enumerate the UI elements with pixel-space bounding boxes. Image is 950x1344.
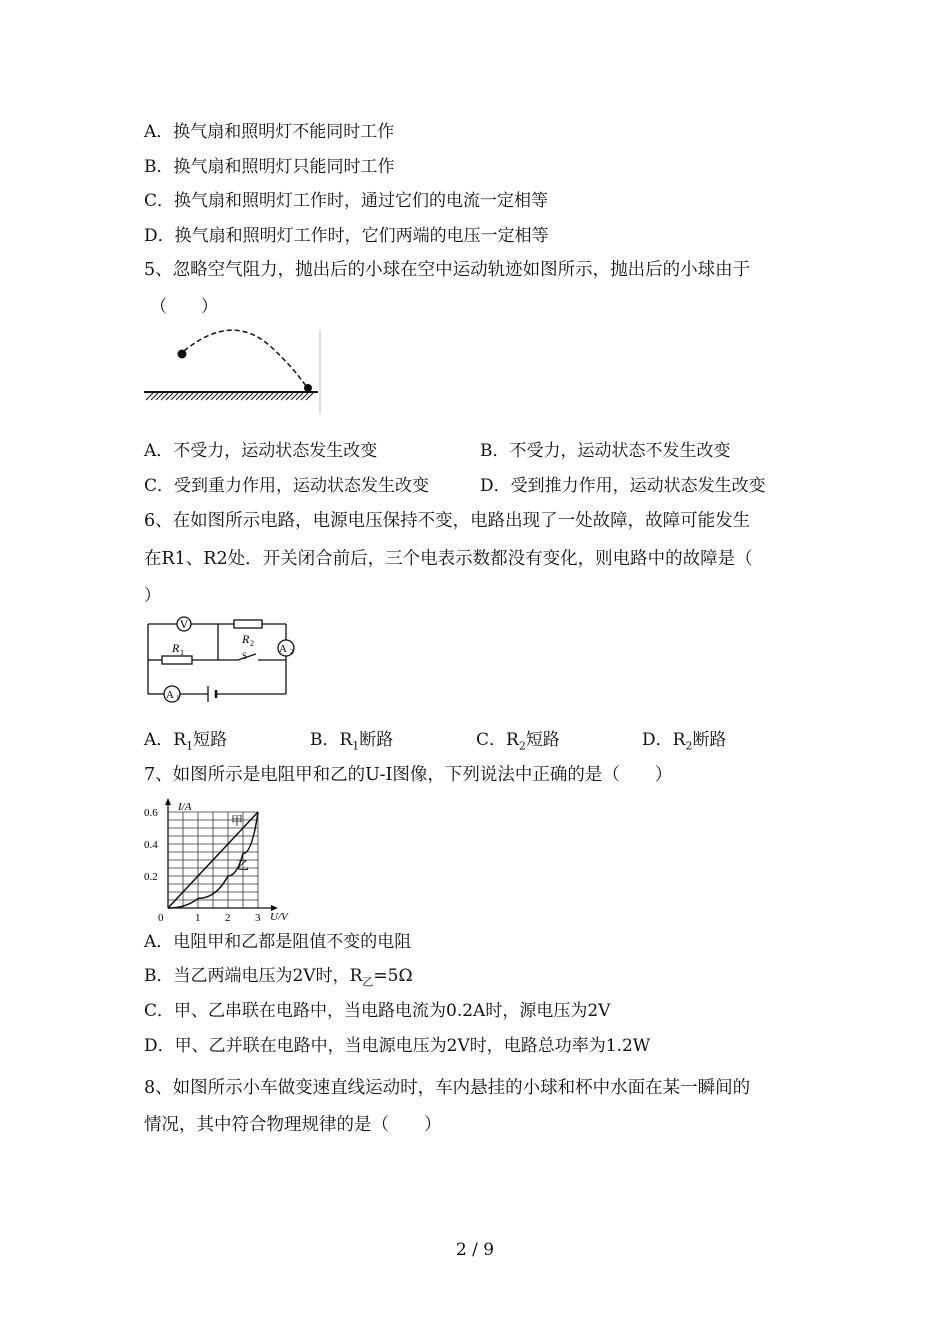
ammeter-a1-sub: 1	[176, 694, 180, 702]
r2-label: R	[242, 632, 250, 646]
q6-option-d-sub: 2	[685, 739, 693, 753]
q8-stem-line2: 情况，其中符合物理规律的是（ ）	[144, 1115, 442, 1135]
r2-label-sub: 2	[250, 639, 254, 648]
r1-label: R	[172, 641, 180, 655]
q7-stem: 7、如图所示是电阻甲和乙的U-I图像，下列说法中正确的是（ ）	[144, 765, 673, 785]
q7-option-b-post: =5Ω	[373, 966, 413, 986]
q5-paren: （ ）	[150, 297, 218, 317]
x-tick-label: 3	[255, 912, 261, 922]
q4-option-b: B．换气扇和照明灯只能同时工作	[144, 157, 395, 177]
r2-resistor	[234, 620, 262, 628]
ball-end	[304, 384, 312, 392]
q6-option-a-prefix: A．R	[144, 730, 187, 750]
ammeter-a2-label: A	[279, 643, 287, 655]
series-label-jia: 甲	[231, 813, 244, 828]
q5-option-b: B．不受力，运动状态不发生改变	[480, 441, 731, 461]
q4-option-a: A．换气扇和照明灯不能同时工作	[144, 122, 395, 142]
q6-option-a-sub: 1	[186, 739, 194, 753]
y-tick-label: 0.2	[144, 871, 158, 883]
q6-stem-line1: 6、在如图所示电路，电源电压保持不变，电路出现了一处故障，故障可能发生	[144, 511, 751, 531]
trajectory	[184, 330, 306, 386]
y-tick-label: 0.6	[144, 807, 158, 819]
q6-option-b-sub: 1	[352, 739, 360, 753]
ui-graph	[140, 796, 300, 922]
q4-option-c: C．换气扇和照明灯工作时，通过它们的电流一定相等	[144, 191, 549, 211]
projectile-figure	[140, 328, 325, 418]
q8-stem-line1: 8、如图所示小车做变速直线运动时，车内悬挂的小球和杯中水面在某一瞬间的	[144, 1078, 751, 1098]
x-axis-label: U/V	[270, 911, 288, 922]
q7-option-d: D．甲、乙并联在电路中，当电源电压为2V时，电路总功率为1.2W	[144, 1036, 651, 1056]
series-label-yi: 乙	[237, 858, 250, 873]
q5-stem: 5、忽略空气阻力，抛出后的小球在空中运动轨迹如图所示，抛出后的小球由于	[144, 260, 751, 280]
r1-resistor	[162, 656, 192, 664]
q6-stem-line2: 在R1、R2处．开关闭合前后，三个电表示数都没有变化，则电路中的故障是（	[144, 549, 753, 569]
q5-option-c: C．受到重力作用，运动状态发生改变	[144, 476, 430, 496]
q7-option-b-sub: 乙	[362, 975, 374, 989]
q6-option-c-prefix: C．R	[476, 730, 519, 750]
q7-option-b-pre: B．当乙两端电压为2V时，R	[144, 966, 363, 986]
q6-option-b-prefix: B．R	[310, 730, 353, 750]
page-number: 2 / 9	[455, 1240, 495, 1260]
y-axis-label: I/A	[178, 801, 192, 813]
x-tick-label: 2	[225, 912, 231, 922]
x-tick-label: 1	[195, 912, 201, 922]
voltmeter-label: V	[179, 617, 189, 631]
q6-option-c-text: 短路	[525, 730, 560, 750]
q6-option-a	[144, 729, 227, 757]
ammeter-a1-label: A	[166, 689, 174, 701]
q4-option-d: D．换气扇和照明灯工作时，它们两端的电压一定相等	[144, 226, 549, 246]
q6-option-c-sub: 2	[518, 739, 526, 753]
switch-label: S	[242, 651, 248, 661]
q7-option-c: C．甲、乙串联在电路中，当电路电流为0.2A时，源电压为2V	[144, 1001, 611, 1021]
q5-option-a: A．不受力，运动状态发生改变	[144, 441, 378, 461]
q7-option-b	[144, 965, 413, 993]
y-axis-arrow	[165, 798, 171, 805]
q6-option-a-text: 短路	[193, 730, 228, 750]
q6-option-d	[642, 729, 726, 757]
r1-label-sub: 1	[180, 648, 184, 657]
q6-option-b	[310, 729, 393, 757]
y-tick-label: 0.4	[144, 839, 158, 851]
q6-option-d-text: 断路	[692, 730, 727, 750]
ground-hatch	[146, 393, 313, 400]
q6-option-d-prefix: D．R	[642, 730, 686, 750]
q6-option-c	[476, 729, 560, 757]
q6-stem-line3: ）	[144, 586, 161, 606]
circuit-figure	[140, 612, 300, 712]
ammeter-a2-sub: 2	[290, 648, 294, 656]
x-tick-label: 0	[158, 912, 164, 922]
q7-option-a: A．电阻甲和乙都是阻值不变的电阻	[144, 932, 412, 952]
q6-option-b-text: 断路	[359, 730, 394, 750]
q5-option-d: D．受到推力作用，运动状态发生改变	[480, 476, 766, 496]
